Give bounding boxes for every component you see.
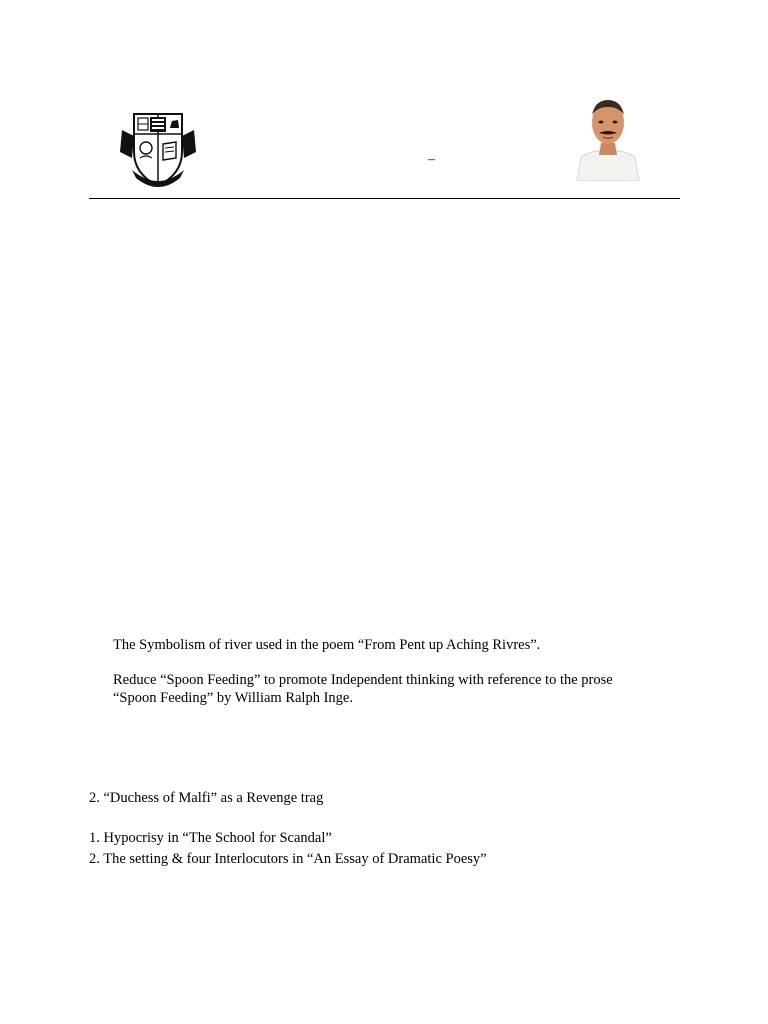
portrait-photo-icon <box>575 95 641 181</box>
header-divider <box>89 198 680 199</box>
question-river-symbolism: The Symbolism of river used in the poem “From Pent up Aching Rivres”. <box>113 637 541 653</box>
question-spoon-feeding-line-2: “Spoon Feeding” by William Ralph Inge. <box>113 690 353 706</box>
list-item: 2. The setting & four Interlocutors in “An Essay of Dramatic Poesy” <box>89 851 487 867</box>
page-header <box>0 0 768 200</box>
header-dash: – <box>428 152 435 167</box>
question-spoon-feeding-line-1: Reduce “Spoon Feeding” to promote Independent thinking with reference to the prose <box>113 672 613 688</box>
list-item: 1. Hypocrisy in “The School for Scandal” <box>89 830 332 846</box>
list-item: 2. “Duchess of Malfi” as a Revenge trag <box>89 790 324 806</box>
university-emblem-icon <box>118 108 198 190</box>
